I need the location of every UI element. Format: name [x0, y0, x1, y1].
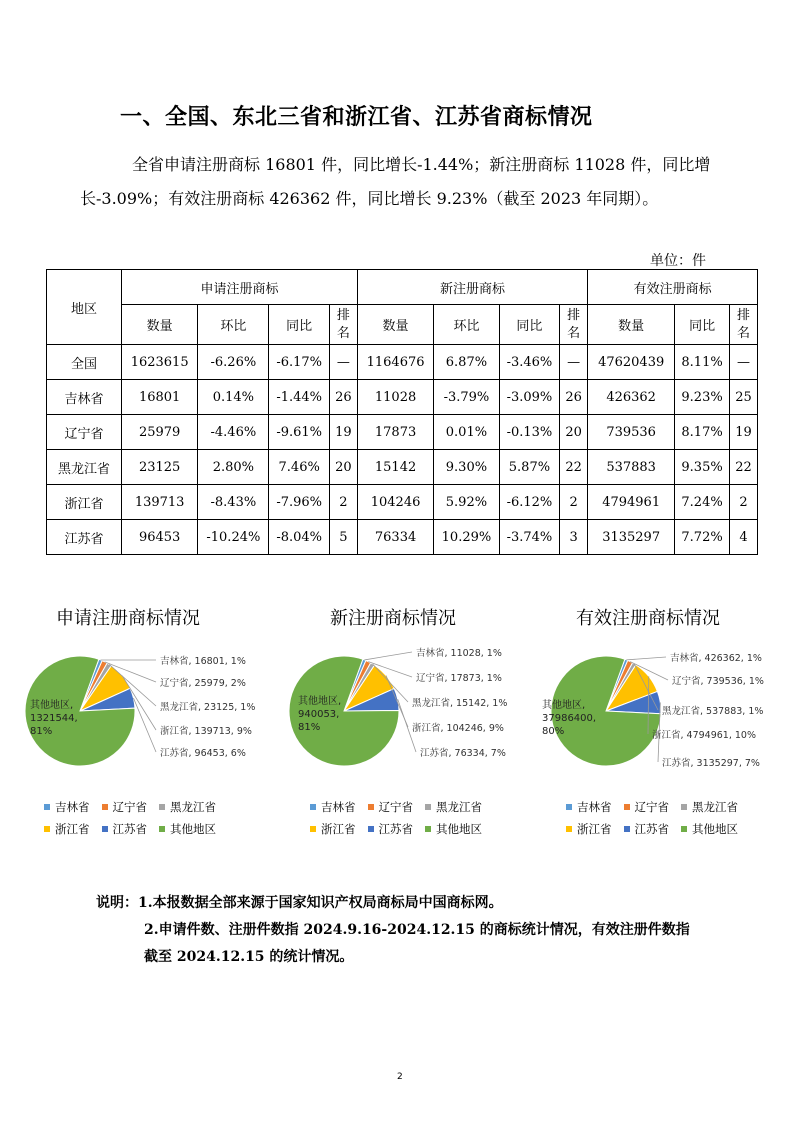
slice-label: 黑龙江省, 537883, 1% [662, 706, 764, 717]
slice-label: 浙江省, 139713, 9% [160, 726, 252, 737]
value-cell: 23125 [122, 450, 198, 485]
value-cell: 2 [560, 485, 588, 520]
value-cell: -6.12% [499, 485, 559, 520]
value-cell: 139713 [122, 485, 198, 520]
value-cell: 6.87% [434, 345, 499, 380]
value-cell: 26 [329, 380, 357, 415]
slice-label: 辽宁省, 739536, 1% [672, 676, 764, 687]
value-cell: 2 [329, 485, 357, 520]
table-row [47, 485, 758, 520]
legend-swatch [102, 804, 108, 810]
table-row [47, 345, 758, 380]
legend-label: 吉林省 [321, 800, 356, 814]
legend-item [566, 796, 612, 818]
col-count: 数量 [588, 305, 675, 345]
value-cell: 17873 [357, 415, 433, 450]
pie-svg [528, 596, 790, 796]
value-cell: 7.46% [269, 450, 329, 485]
legend-label: 黑龙江省 [692, 800, 738, 814]
slice-label: 黑龙江省, 23125, 1% [160, 702, 256, 713]
value-cell: -3.09% [499, 380, 559, 415]
value-cell: -6.17% [269, 345, 329, 380]
slice-label-other: 81% [298, 722, 321, 733]
legend-label: 吉林省 [55, 800, 90, 814]
col-yoy: 同比 [269, 305, 329, 345]
value-cell: 4 [730, 520, 758, 555]
table-row [47, 450, 758, 485]
region-cell: 黑龙江省 [47, 450, 122, 485]
summary-text: 全省申请注册商标 16801 件，同比增长-1.44%；新注册商标 11028 件，同比增长-3.09%；有效注册商标 426362 件，同比增长 9.23%（截至 2023 年同期）。 [80, 155, 711, 208]
slice-label-other: 1321544, [30, 713, 78, 724]
value-cell: 20 [560, 415, 588, 450]
legend-swatch [310, 804, 316, 810]
col-rank [730, 305, 758, 345]
col-count: 数量 [122, 305, 198, 345]
col-rank [329, 305, 357, 345]
legend-item [368, 818, 414, 840]
legend-swatch [425, 804, 431, 810]
value-cell: -1.44% [269, 380, 329, 415]
value-cell: 9.35% [675, 450, 730, 485]
value-cell: 537883 [588, 450, 675, 485]
rank-label: 排名 [736, 307, 750, 341]
value-cell: 0.14% [198, 380, 269, 415]
legend-swatch [368, 826, 374, 832]
value-cell: 22 [730, 450, 758, 485]
legend-label: 辽宁省 [634, 800, 669, 814]
leader-line [364, 652, 412, 660]
legend-label: 浙江省 [55, 822, 90, 836]
legend-swatch [368, 804, 374, 810]
value-cell: -7.96% [269, 485, 329, 520]
table-body [47, 345, 758, 555]
pie-chart-new [264, 596, 526, 846]
slice-label-other: 80% [542, 726, 565, 737]
slice-label: 江苏省, 3135297, 7% [662, 758, 760, 769]
legend-label: 黑龙江省 [436, 800, 482, 814]
chart-title: 新注册商标情况 [330, 608, 456, 629]
chart-legend [566, 796, 794, 840]
value-cell: 10.29% [434, 520, 499, 555]
value-cell: 19 [730, 415, 758, 450]
legend-item [159, 818, 216, 840]
legend-label: 其他地区 [170, 822, 216, 836]
slice-label-other: 其他地区, [542, 700, 586, 711]
legend-label: 其他地区 [436, 822, 482, 836]
region-cell: 全国 [47, 345, 122, 380]
region-cell: 江苏省 [47, 520, 122, 555]
legend-swatch [624, 804, 630, 810]
unit-label: 单位：件 [650, 253, 706, 269]
value-cell: 7.72% [675, 520, 730, 555]
value-cell: 2.80% [198, 450, 269, 485]
value-cell: 8.11% [675, 345, 730, 380]
legend-label: 江苏省 [112, 822, 147, 836]
page-number: 2 [397, 1072, 403, 1082]
legend-item [566, 818, 612, 840]
legend-swatch [566, 804, 572, 810]
legend-label: 江苏省 [378, 822, 413, 836]
value-cell: 16801 [122, 380, 198, 415]
chart-title: 有效注册商标情况 [576, 608, 720, 629]
value-cell: 96453 [122, 520, 198, 555]
value-cell: 9.30% [434, 450, 499, 485]
legend-item [624, 818, 670, 840]
value-cell: 104246 [357, 485, 433, 520]
legend-label: 江苏省 [634, 822, 669, 836]
value-cell: 22 [560, 450, 588, 485]
chart-legend [44, 796, 284, 840]
value-cell: -3.46% [499, 345, 559, 380]
region-cell: 浙江省 [47, 485, 122, 520]
slice-label: 吉林省, 11028, 1% [416, 648, 502, 659]
value-cell: 0.01% [434, 415, 499, 450]
page-title: 一、全国、东北三省和浙江省、江苏省商标情况 [120, 105, 593, 130]
slice-label: 浙江省, 104246, 9% [412, 723, 504, 734]
slice-label-other: 其他地区, [30, 700, 74, 711]
slice-label: 江苏省, 96453, 6% [160, 748, 246, 759]
legend-label: 辽宁省 [378, 800, 413, 814]
col-mom: 环比 [434, 305, 499, 345]
legend-label: 其他地区 [692, 822, 738, 836]
value-cell: — [560, 345, 588, 380]
trademark-table [46, 269, 758, 555]
value-cell: -6.26% [198, 345, 269, 380]
slice-label-other: 其他地区, [298, 696, 342, 707]
legend-swatch [624, 826, 630, 832]
legend-label: 黑龙江省 [170, 800, 216, 814]
leader-line [626, 657, 666, 660]
table-row [47, 520, 758, 555]
slice-label: 黑龙江省, 15142, 1% [412, 698, 508, 709]
group-header-apply: 申请注册商标 [122, 270, 358, 305]
value-cell: 4794961 [588, 485, 675, 520]
legend-label: 辽宁省 [112, 800, 147, 814]
pie-svg [0, 596, 262, 796]
value-cell: 26 [560, 380, 588, 415]
legend-swatch [310, 826, 316, 832]
group-header-new: 新注册商标 [357, 270, 587, 305]
slice-label: 辽宁省, 25979, 2% [160, 678, 246, 689]
legend-item [681, 818, 738, 840]
legend-item [425, 818, 482, 840]
rank-label: 排名 [567, 307, 581, 341]
region-header: 地区 [47, 270, 122, 345]
legend-swatch [566, 826, 572, 832]
value-cell: 11028 [357, 380, 433, 415]
value-cell: 3135297 [588, 520, 675, 555]
legend-label: 浙江省 [577, 822, 612, 836]
legend-item [310, 796, 356, 818]
group-header-valid: 有效注册商标 [588, 270, 758, 305]
value-cell: 2 [730, 485, 758, 520]
legend-swatch [159, 826, 165, 832]
legend-item [425, 796, 482, 818]
region-cell: 吉林省 [47, 380, 122, 415]
slice-label-other: 37986400, [542, 713, 597, 724]
pie-chart-apply [0, 596, 262, 846]
slice-label-other: 940053, [298, 709, 340, 720]
legend-item [44, 818, 90, 840]
value-cell: 19 [329, 415, 357, 450]
col-mom: 环比 [198, 305, 269, 345]
slice-label: 浙江省, 4794961, 10% [652, 730, 757, 741]
value-cell: 5 [329, 520, 357, 555]
table-subheader-row [47, 305, 758, 345]
legend-item [102, 796, 148, 818]
value-cell: 47620439 [588, 345, 675, 380]
value-cell: 25 [730, 380, 758, 415]
value-cell: 7.24% [675, 485, 730, 520]
legend-item [681, 796, 738, 818]
table-row [47, 415, 758, 450]
chart-legend [310, 796, 550, 840]
value-cell: 8.17% [675, 415, 730, 450]
legend-swatch [44, 826, 50, 832]
pie-chart-valid [528, 596, 790, 846]
value-cell: 739536 [588, 415, 675, 450]
col-yoy: 同比 [675, 305, 730, 345]
region-cell: 辽宁省 [47, 415, 122, 450]
value-cell: -0.13% [499, 415, 559, 450]
legend-swatch [159, 804, 165, 810]
value-cell: -8.04% [269, 520, 329, 555]
legend-label: 浙江省 [321, 822, 356, 836]
table-row [47, 380, 758, 415]
legend-item [310, 818, 356, 840]
pie-svg [264, 596, 526, 796]
value-cell: -10.24% [198, 520, 269, 555]
note-line-1: 说明：1.本报数据全部来源于国家知识产权局商标局中国商标网。 [96, 895, 503, 911]
value-cell: 25979 [122, 415, 198, 450]
value-cell: 1623615 [122, 345, 198, 380]
value-cell: 5.87% [499, 450, 559, 485]
summary-paragraph [80, 148, 720, 216]
chart-title: 申请注册商标情况 [56, 608, 200, 629]
slice-label: 吉林省, 426362, 1% [670, 653, 762, 664]
value-cell: 3 [560, 520, 588, 555]
value-cell: — [329, 345, 357, 380]
legend-item [368, 796, 414, 818]
value-cell: -8.43% [198, 485, 269, 520]
rank-label: 排名 [336, 307, 350, 341]
legend-swatch [425, 826, 431, 832]
legend-item [159, 796, 216, 818]
col-count: 数量 [357, 305, 433, 345]
value-cell: 15142 [357, 450, 433, 485]
col-yoy: 同比 [499, 305, 559, 345]
value-cell: -3.79% [434, 380, 499, 415]
legend-swatch [681, 804, 687, 810]
legend-swatch [681, 826, 687, 832]
value-cell: -9.61% [269, 415, 329, 450]
value-cell: 20 [329, 450, 357, 485]
note-line-2: 2.申请件数、注册件数指 2024.9.16-2024.12.15 的商标统计情况，有效注册件数指 [144, 922, 690, 938]
slice-label: 辽宁省, 17873, 1% [416, 673, 502, 684]
note-line-3: 截至 2024.12.15 的统计情况。 [144, 949, 354, 965]
value-cell: 76334 [357, 520, 433, 555]
value-cell: — [730, 345, 758, 380]
slice-label: 吉林省, 16801, 1% [160, 656, 246, 667]
legend-item [102, 818, 148, 840]
value-cell: -3.74% [499, 520, 559, 555]
legend-item [624, 796, 670, 818]
value-cell: 9.23% [675, 380, 730, 415]
legend-label: 吉林省 [577, 800, 612, 814]
slice-label: 江苏省, 76334, 7% [420, 748, 506, 759]
value-cell: 426362 [588, 380, 675, 415]
table-header-row [47, 270, 758, 305]
legend-swatch [44, 804, 50, 810]
slice-label-other: 81% [30, 726, 53, 737]
legend-swatch [102, 826, 108, 832]
value-cell: 5.92% [434, 485, 499, 520]
col-rank [560, 305, 588, 345]
value-cell: -4.46% [198, 415, 269, 450]
notes [96, 890, 690, 971]
value-cell: 1164676 [357, 345, 433, 380]
legend-item [44, 796, 90, 818]
